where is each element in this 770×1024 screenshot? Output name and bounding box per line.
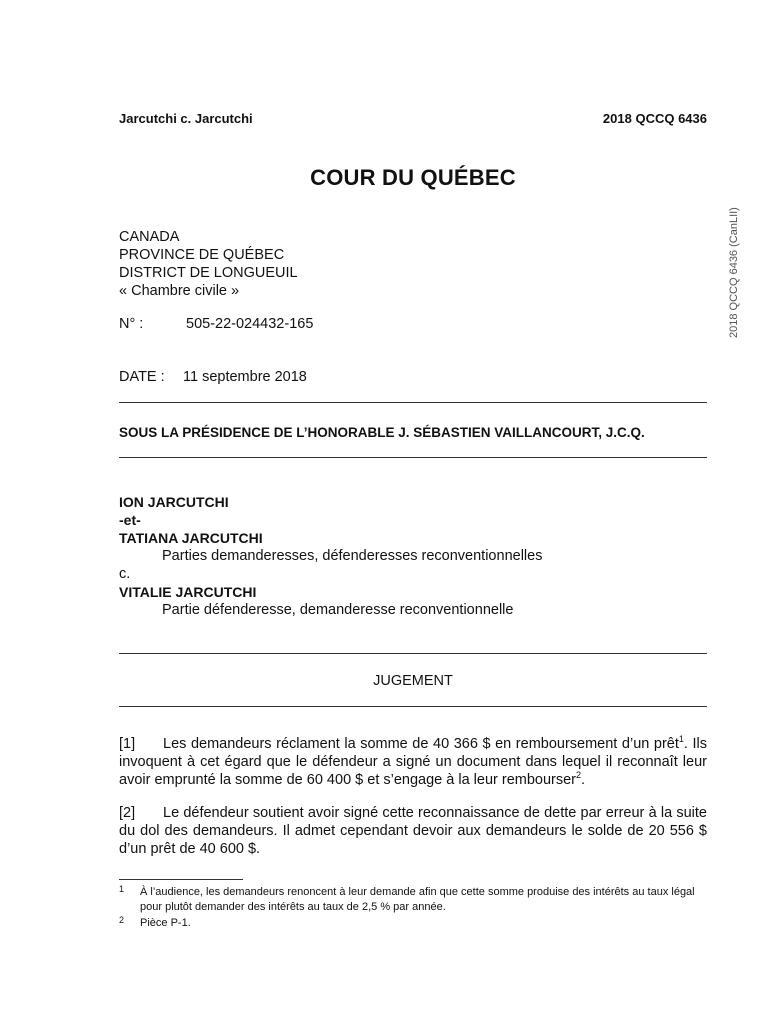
judgement-heading: JUGEMENT <box>373 673 453 689</box>
paragraph-number: [2] <box>119 805 136 821</box>
paragraph-text: Le défendeur soutient avoir signé cette reconnaissance de dette par erreur à la suite du dol des demandeurs. Il admet cependant devoir aux demandeurs le solde de 20 556 $ d’un prêt de 40 600 $. <box>119 805 707 857</box>
versus: c. <box>119 566 131 582</box>
presidence-line: SOUS LA PRÉSIDENCE DE L’HONORABLE J. SÉBASTIEN VAILLANCOURT, J.C.Q. <box>119 425 645 440</box>
divider <box>119 402 707 403</box>
plaintiff-name: ION JARCUTCHI <box>119 494 229 510</box>
conjunction: -et- <box>119 512 141 528</box>
footnote-number: 2 <box>119 915 125 925</box>
case-name: Jarcutchi c. Jarcutchi <box>119 111 253 126</box>
file-number-row <box>119 316 313 332</box>
paragraph-number: [1] <box>119 736 136 752</box>
paragraph-2 <box>119 804 707 858</box>
chamber: « Chambre civile » <box>119 283 240 299</box>
citation: 2018 QCCQ 6436 <box>602 111 707 126</box>
file-number-label: N° : <box>119 316 144 332</box>
country: CANADA <box>119 229 180 245</box>
defendant-role: Partie défenderesse, demanderesse reconventionnelle <box>162 602 514 618</box>
date-value: 11 septembre 2018 <box>183 369 307 385</box>
divider <box>119 653 707 654</box>
paragraph-text: . <box>581 772 586 788</box>
date-label: DATE : <box>119 369 165 385</box>
footnote-text: À l’audience, les demandeurs renoncent à leur demande afin que cette somme produise des intérêts au taux légal pour plutôt demander des intérêts au taux de 2,5 % par année. <box>140 886 695 913</box>
divider <box>119 457 707 458</box>
divider <box>119 706 707 707</box>
location-block <box>119 228 298 300</box>
file-number: 505-22-024432-165 <box>186 316 314 332</box>
province: PROVINCE DE QUÉBEC <box>119 247 285 263</box>
footnote-ref: 1 <box>678 734 684 745</box>
canlii-stamp: 2018 QCCQ 6436 (CanLII) <box>728 207 740 338</box>
footnote-divider <box>119 879 243 880</box>
footnote-ref: 2 <box>576 770 582 781</box>
court-title: COUR DU QUÉBEC <box>310 165 516 190</box>
footnote-text: Pièce P-1. <box>140 917 191 929</box>
paragraph-text: . Ils invoquent à cet égard que le défendeur a signé un document dans lequel il reconnaît leur avoir emprunté la somme de 60 400 $ et s’engage à la leur rembourser <box>119 736 707 788</box>
footnote-number: 1 <box>119 884 125 894</box>
defendant-name: VITALIE JARCUTCHI <box>119 584 257 600</box>
paragraph-text: Les demandeurs réclament la somme de 40 366 $ en remboursement d’un prêt <box>163 736 679 752</box>
district: DISTRICT DE LONGUEUIL <box>119 265 298 281</box>
plaintiff-name: TATIANA JARCUTCHI <box>119 530 263 546</box>
paragraph-1 <box>119 735 707 789</box>
date-row <box>119 369 307 385</box>
plaintiff-role: Parties demanderesses, défenderesses reconventionnelles <box>162 548 543 564</box>
